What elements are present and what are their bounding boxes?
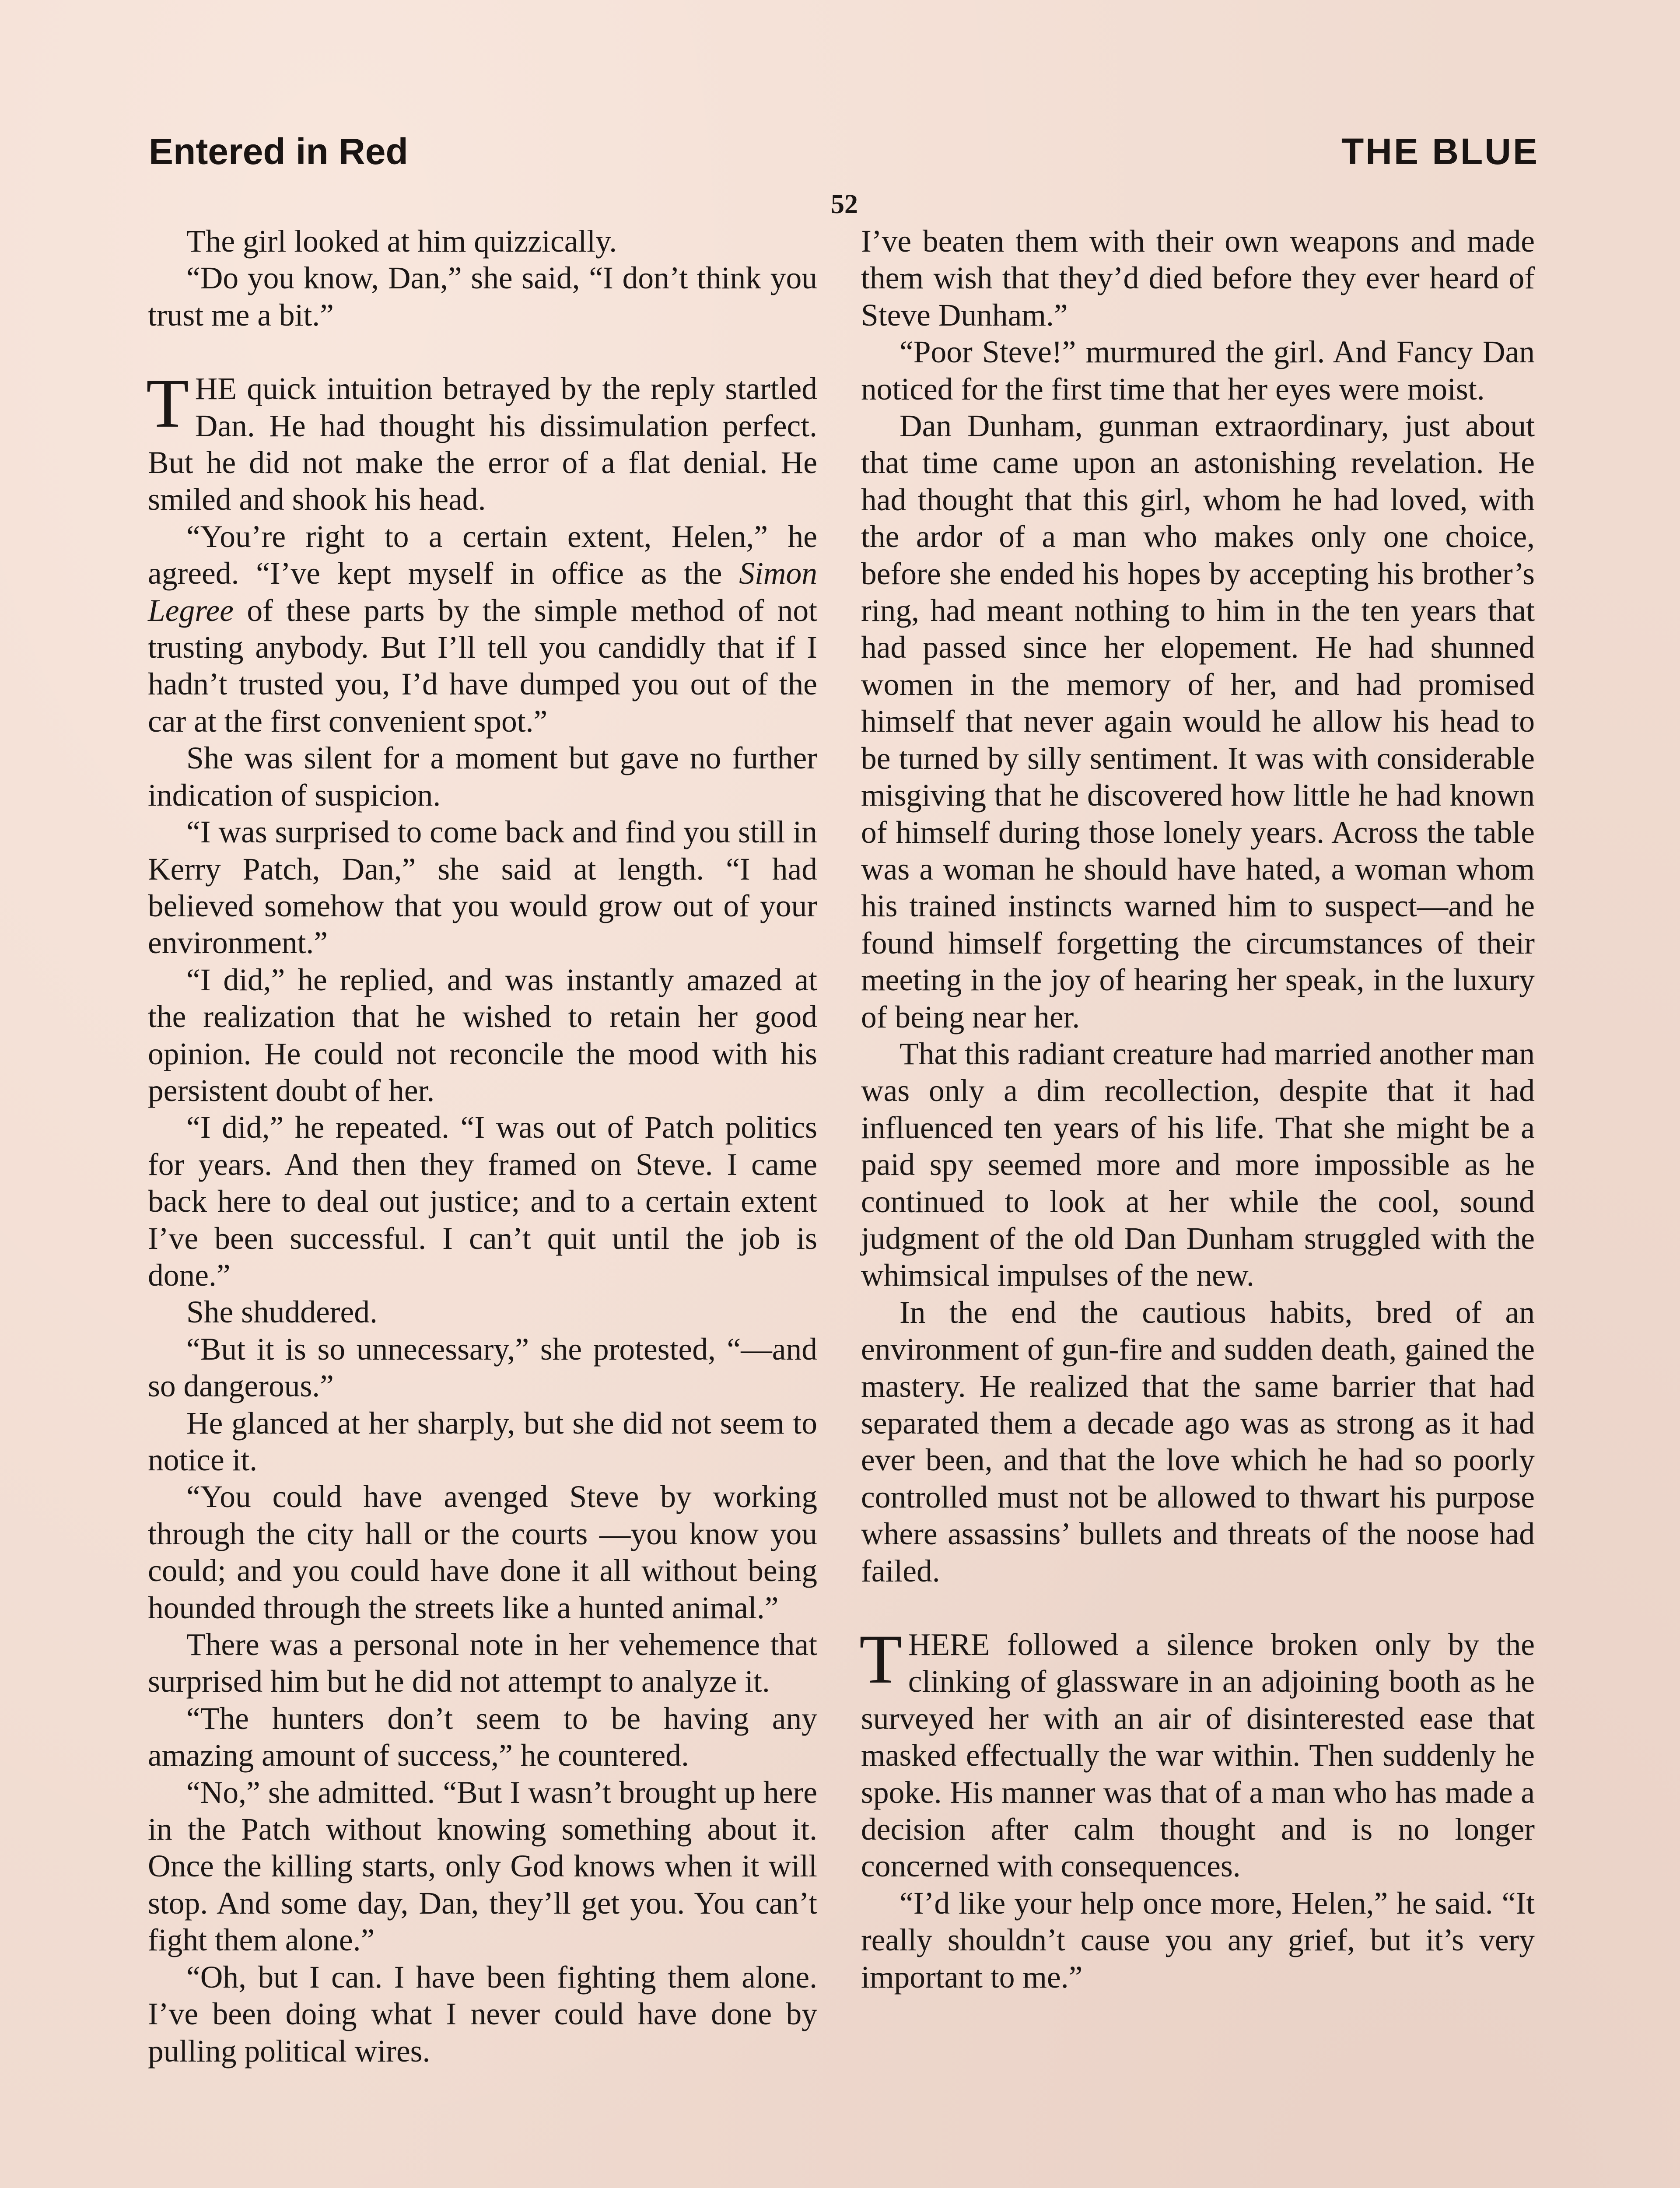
paragraph bbox=[859, 1620, 1535, 1885]
paragraph-text: “You’re right to a certain extent, Helen,” he agreed. “I’ve kept myself in office as the bbox=[148, 519, 817, 591]
paragraph: She shuddered. bbox=[186, 1295, 378, 1330]
section-break bbox=[148, 334, 817, 371]
paragraph: “The hunters don’t seem to be having any amazing amount of success,” he countered. bbox=[148, 1701, 817, 1773]
right-column bbox=[861, 223, 1535, 1996]
paragraph bbox=[146, 364, 817, 519]
paragraph: She was silent for a moment but gave no further indication of suspicion. bbox=[148, 741, 817, 813]
paragraph: “Poor Steve!” murmured the girl. And Fancy Dan noticed for the first time that her eyes were moist. bbox=[861, 335, 1535, 407]
paragraph: “Oh, but I can. I have been fighting them alone. I’ve been doing what I never could have done by pulling political wires. bbox=[148, 1960, 817, 2069]
page-number: 52 bbox=[831, 189, 858, 219]
drop-cap: T bbox=[859, 1620, 902, 1698]
italic-name: Simon Legree bbox=[148, 556, 817, 628]
paragraph: “I was surprised to come back and find you still in Kerry Patch, Dan,” she said at length. “I had believed somehow that you would grow out of your environment.” bbox=[148, 815, 817, 961]
paragraph: “I did,” he repeated. “I was out of Patch politics for years. And then they framed on Steve. I came back here to deal out justice; and to a certain extent I’ve been successful. I can’t quit until the job is done.” bbox=[148, 1110, 817, 1293]
drop-cap: T bbox=[146, 364, 189, 442]
paragraph: That this radiant creature had married another man was only a dim recollection, despite that it had influenced ten years of his life. That she might be a paid spy seemed more and more impossible as he continued to look at her while the cool, sound judgment of the old Dan Dunham struggled with the whimsical impulses of the new. bbox=[861, 1036, 1535, 1293]
paragraph: I’ve beaten them with their own weapons and made them wish that they’d died before they ever heard of Steve Dunham.” bbox=[861, 224, 1535, 333]
left-column bbox=[148, 223, 817, 2070]
paragraph: In the end the cautious habits, bred of an environment of gun-fire and sudden death, gained the mastery. He realized that the same barrier that had separated them a decade ago was as strong as it had ever been, and that the love which he had so poorly controlled must not be allowed to thwart his purpose where assassins’ bullets and threats of the noose had failed. bbox=[861, 1295, 1535, 1588]
paragraph: “But it is so unnecessary,” she protested, “—and so dangerous.” bbox=[148, 1332, 817, 1404]
story-title: Entered in Red bbox=[149, 131, 408, 172]
paragraph bbox=[148, 519, 817, 740]
paragraph: He glanced at her sharply, but she did not seem to notice it. bbox=[148, 1406, 817, 1477]
paragraph-text: HE quick intuition betrayed by the reply startled Dan. He had thought his dissimulation perfect. But he did not make the error of a flat denial. He smiled and shook his head. bbox=[148, 372, 817, 517]
paragraph: “You could have avenged Steve by working through the city hall or the courts —you know you could; and you could have done it all without being hounded through the streets like a hunted animal.” bbox=[148, 1480, 817, 1625]
paragraph: “I’d like your help once more, Helen,” he said. “It really shouldn’t cause you any grief, but it’s very important to me.” bbox=[861, 1886, 1535, 1995]
magazine-title: THE BLUE bbox=[1341, 131, 1539, 172]
paragraph: “No,” she admitted. “But I wasn’t brought up here in the Patch without knowing something about it. Once the killing starts, only God knows when it will stop. And some day, Dan, they’ll get you. You can’t fight them alone.” bbox=[148, 1775, 817, 1958]
paragraph: “I did,” he replied, and was instantly amazed at the realization that he wished to retain her good opinion. He could not reconcile the mood with his persistent doubt of her. bbox=[148, 962, 817, 1108]
paragraph: There was a personal note in her vehemence that surprised him but he did not attempt to analyze it. bbox=[148, 1627, 817, 1699]
paragraph-text: HERE followed a silence broken only by the clinking of glassware in an adjoining booth as he surveyed her with an air of disinterested ease that masked effectually the war within. Then suddenly he spoke. His manner was that of a man who has made a decision after calm thought and is no longer concerned with consequences. bbox=[861, 1627, 1535, 1884]
section-break bbox=[861, 1590, 1535, 1627]
paragraph: “Do you know, Dan,” she said, “I don’t think you trust me a bit.” bbox=[148, 261, 817, 333]
paragraph-text: of these parts by the simple method of not trusting anybody. But I’ll tell you candidly that if I hadn’t trusted you, I’d have dumped you out of the car at the first convenient spot.” bbox=[148, 593, 817, 739]
paragraph: Dan Dunham, gunman extraordinary, just about that time came upon an astonishing revelation. He had thought that this girl, whom he had loved, with the ardor of a man who makes only one choice, before she ended his hopes by accepting his brother’s ring, had meant nothing to him in the ten years that had passed since her elopement. He had shunned women in the memory of her, and had promised himself that never again would he allow his head to be turned by silly sentiment. It was with considerable misgiving that he discovered how little he had known of himself during those lonely years. Across the table was a woman he should have hated, a woman whom his trained instincts warned him to suspect—and he found himself forgetting the circumstances of their meeting in the joy of hearing her speak, in the luxury of being near her. bbox=[861, 409, 1535, 1034]
running-header bbox=[149, 130, 1539, 183]
paragraph: The girl looked at him quizzically. bbox=[186, 224, 617, 259]
